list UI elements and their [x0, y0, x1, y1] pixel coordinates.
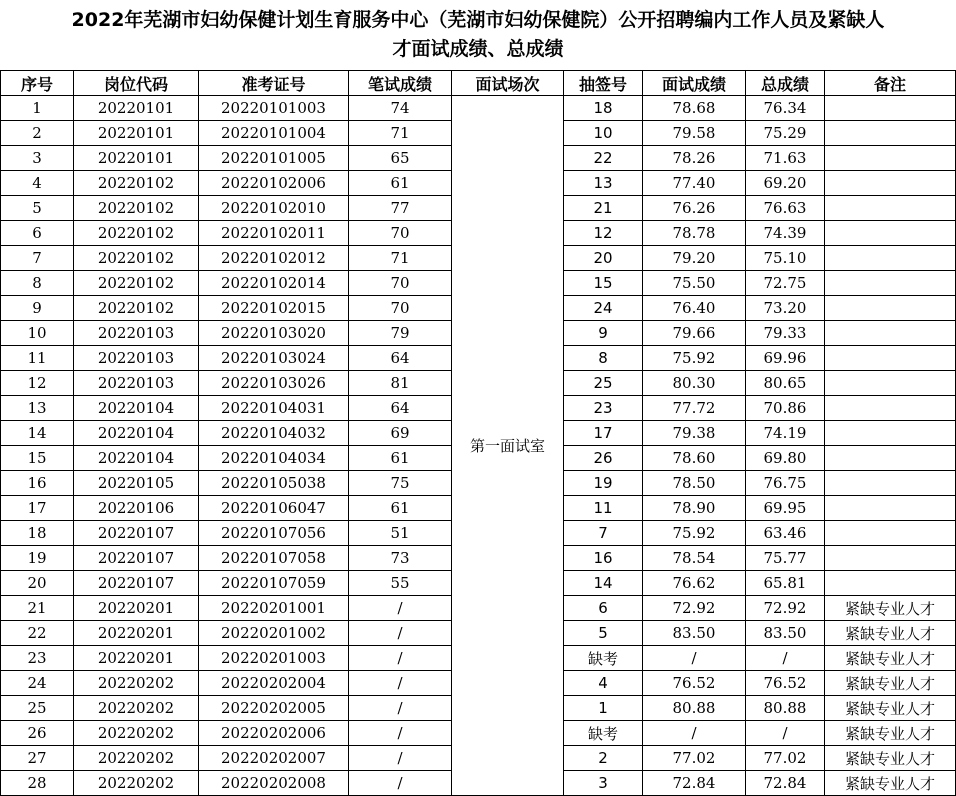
- exam-id-cell: 20220202007: [199, 746, 349, 771]
- interview-score-cell: 78.68: [643, 96, 746, 121]
- post-code-cell: 20220102: [74, 221, 199, 246]
- note-cell: [825, 496, 956, 521]
- note-cell: 紧缺专业人才: [825, 746, 956, 771]
- interview-score-cell: 77.02: [643, 746, 746, 771]
- written-score-cell: /: [349, 771, 452, 796]
- written-score-cell: 79: [349, 321, 452, 346]
- total-score-cell: 69.96: [746, 346, 825, 371]
- row-number-cell: 22: [1, 621, 74, 646]
- total-score-cell: 75.77: [746, 546, 825, 571]
- row-number-cell: 13: [1, 396, 74, 421]
- exam-id-cell: 20220201003: [199, 646, 349, 671]
- note-cell: [825, 421, 956, 446]
- note-cell: [825, 571, 956, 596]
- interview-score-cell: /: [643, 646, 746, 671]
- post-code-cell: 20220107: [74, 521, 199, 546]
- note-cell: [825, 471, 956, 496]
- total-score-cell: 71.63: [746, 146, 825, 171]
- total-score-cell: 69.95: [746, 496, 825, 521]
- row-number-cell: 7: [1, 246, 74, 271]
- exam-id-cell: 20220101004: [199, 121, 349, 146]
- written-score-cell: 64: [349, 396, 452, 421]
- total-score-cell: /: [746, 646, 825, 671]
- interview-score-cell: 80.30: [643, 371, 746, 396]
- lot-number-cell: 18: [564, 96, 643, 121]
- lot-number-cell: 6: [564, 596, 643, 621]
- exam-id-cell: 20220104032: [199, 421, 349, 446]
- header-cell: 序号: [1, 71, 74, 96]
- row-number-cell: 9: [1, 296, 74, 321]
- interview-score-cell: 78.78: [643, 221, 746, 246]
- note-cell: 紧缺专业人才: [825, 771, 956, 796]
- total-score-cell: 77.02: [746, 746, 825, 771]
- total-score-cell: 72.84: [746, 771, 825, 796]
- header-cell: 岗位代码: [74, 71, 199, 96]
- row-number-cell: 3: [1, 146, 74, 171]
- interview-score-cell: 76.62: [643, 571, 746, 596]
- post-code-cell: 20220102: [74, 171, 199, 196]
- written-score-cell: 61: [349, 446, 452, 471]
- total-score-cell: 76.52: [746, 671, 825, 696]
- lot-number-cell: 17: [564, 421, 643, 446]
- interview-score-cell: 77.40: [643, 171, 746, 196]
- exam-id-cell: 20220202005: [199, 696, 349, 721]
- row-number-cell: 21: [1, 596, 74, 621]
- row-number-cell: 10: [1, 321, 74, 346]
- written-score-cell: 65: [349, 146, 452, 171]
- exam-id-cell: 20220105038: [199, 471, 349, 496]
- results-table: [0, 70, 956, 796]
- note-cell: [825, 146, 956, 171]
- interview-score-cell: 76.40: [643, 296, 746, 321]
- exam-id-cell: 20220202006: [199, 721, 349, 746]
- total-score-cell: 70.86: [746, 396, 825, 421]
- exam-id-cell: 20220103024: [199, 346, 349, 371]
- lot-number-cell: 10: [564, 121, 643, 146]
- total-score-cell: 76.75: [746, 471, 825, 496]
- row-number-cell: 12: [1, 371, 74, 396]
- lot-number-cell: 19: [564, 471, 643, 496]
- written-score-cell: /: [349, 596, 452, 621]
- total-score-cell: 72.75: [746, 271, 825, 296]
- lot-number-cell: 3: [564, 771, 643, 796]
- total-score-cell: 63.46: [746, 521, 825, 546]
- post-code-cell: 20220202: [74, 671, 199, 696]
- note-cell: [825, 96, 956, 121]
- note-cell: [825, 346, 956, 371]
- post-code-cell: 20220104: [74, 396, 199, 421]
- row-number-cell: 28: [1, 771, 74, 796]
- interview-score-cell: 79.66: [643, 321, 746, 346]
- lot-number-cell: 20: [564, 246, 643, 271]
- total-score-cell: 65.81: [746, 571, 825, 596]
- exam-id-cell: 20220103020: [199, 321, 349, 346]
- row-number-cell: 16: [1, 471, 74, 496]
- title-line-2: 才面试成绩、总成绩: [392, 38, 564, 60]
- interview-venue-cell: 第一面试室: [452, 96, 564, 796]
- note-cell: [825, 221, 956, 246]
- exam-id-cell: 20220107056: [199, 521, 349, 546]
- written-score-cell: /: [349, 746, 452, 771]
- post-code-cell: 20220106: [74, 496, 199, 521]
- exam-id-cell: 20220107059: [199, 571, 349, 596]
- written-score-cell: /: [349, 621, 452, 646]
- exam-id-cell: 20220202004: [199, 671, 349, 696]
- header-cell: 面试成绩: [643, 71, 746, 96]
- note-cell: 紧缺专业人才: [825, 721, 956, 746]
- row-number-cell: 19: [1, 546, 74, 571]
- header-cell: 总成绩: [746, 71, 825, 96]
- note-cell: [825, 446, 956, 471]
- lot-number-cell: 12: [564, 221, 643, 246]
- lot-number-cell: 9: [564, 321, 643, 346]
- lot-number-cell: 缺考: [564, 646, 643, 671]
- interview-score-cell: 78.54: [643, 546, 746, 571]
- written-score-cell: 61: [349, 496, 452, 521]
- row-number-cell: 20: [1, 571, 74, 596]
- written-score-cell: 75: [349, 471, 452, 496]
- post-code-cell: 20220104: [74, 446, 199, 471]
- post-code-cell: 20220201: [74, 621, 199, 646]
- written-score-cell: 64: [349, 346, 452, 371]
- written-score-cell: 74: [349, 96, 452, 121]
- lot-number-cell: 21: [564, 196, 643, 221]
- interview-score-cell: 75.50: [643, 271, 746, 296]
- note-cell: [825, 121, 956, 146]
- written-score-cell: 70: [349, 296, 452, 321]
- interview-score-cell: 79.58: [643, 121, 746, 146]
- row-number-cell: 26: [1, 721, 74, 746]
- row-number-cell: 8: [1, 271, 74, 296]
- note-cell: [825, 271, 956, 296]
- lot-number-cell: 15: [564, 271, 643, 296]
- exam-id-cell: 20220101003: [199, 96, 349, 121]
- row-number-cell: 11: [1, 346, 74, 371]
- interview-score-cell: 76.52: [643, 671, 746, 696]
- post-code-cell: 20220103: [74, 346, 199, 371]
- exam-id-cell: 20220102012: [199, 246, 349, 271]
- exam-id-cell: 20220106047: [199, 496, 349, 521]
- total-score-cell: /: [746, 721, 825, 746]
- row-number-cell: 24: [1, 671, 74, 696]
- total-score-cell: 76.63: [746, 196, 825, 221]
- table-row: [1, 96, 956, 121]
- total-score-cell: 80.88: [746, 696, 825, 721]
- interview-score-cell: 75.92: [643, 521, 746, 546]
- row-number-cell: 2: [1, 121, 74, 146]
- total-score-cell: 69.20: [746, 171, 825, 196]
- written-score-cell: 55: [349, 571, 452, 596]
- row-number-cell: 6: [1, 221, 74, 246]
- exam-id-cell: 20220104034: [199, 446, 349, 471]
- post-code-cell: 20220201: [74, 646, 199, 671]
- header-cell: 面试场次: [452, 71, 564, 96]
- written-score-cell: 71: [349, 121, 452, 146]
- exam-id-cell: 20220101005: [199, 146, 349, 171]
- lot-number-cell: 13: [564, 171, 643, 196]
- row-number-cell: 5: [1, 196, 74, 221]
- total-score-cell: 73.20: [746, 296, 825, 321]
- interview-score-cell: 79.38: [643, 421, 746, 446]
- interview-score-cell: /: [643, 721, 746, 746]
- written-score-cell: 70: [349, 271, 452, 296]
- row-number-cell: 14: [1, 421, 74, 446]
- post-code-cell: 20220102: [74, 296, 199, 321]
- written-score-cell: 71: [349, 246, 452, 271]
- lot-number-cell: 4: [564, 671, 643, 696]
- total-score-cell: 72.92: [746, 596, 825, 621]
- interview-score-cell: 78.90: [643, 496, 746, 521]
- header-cell: 备注: [825, 71, 956, 96]
- interview-score-cell: 83.50: [643, 621, 746, 646]
- exam-id-cell: 20220102006: [199, 171, 349, 196]
- note-cell: [825, 396, 956, 421]
- header-cell: 准考证号: [199, 71, 349, 96]
- total-score-cell: 74.19: [746, 421, 825, 446]
- written-score-cell: /: [349, 646, 452, 671]
- post-code-cell: 20220101: [74, 146, 199, 171]
- exam-id-cell: 20220201002: [199, 621, 349, 646]
- total-score-cell: 75.29: [746, 121, 825, 146]
- note-cell: [825, 321, 956, 346]
- lot-number-cell: 7: [564, 521, 643, 546]
- lot-number-cell: 22: [564, 146, 643, 171]
- note-cell: 紧缺专业人才: [825, 596, 956, 621]
- lot-number-cell: 1: [564, 696, 643, 721]
- header-row: [1, 71, 956, 96]
- total-score-cell: 80.65: [746, 371, 825, 396]
- header-cell: 笔试成绩: [349, 71, 452, 96]
- interview-score-cell: 78.60: [643, 446, 746, 471]
- note-cell: [825, 246, 956, 271]
- title-line-1: 2022年芜湖市妇幼保健计划生育服务中心（芜湖市妇幼保健院）公开招聘编内工作人员及紧缺人: [71, 9, 885, 31]
- lot-number-cell: 5: [564, 621, 643, 646]
- row-number-cell: 17: [1, 496, 74, 521]
- post-code-cell: 20220103: [74, 321, 199, 346]
- total-score-cell: 76.34: [746, 96, 825, 121]
- post-code-cell: 20220102: [74, 196, 199, 221]
- lot-number-cell: 25: [564, 371, 643, 396]
- exam-id-cell: 20220103026: [199, 371, 349, 396]
- lot-number-cell: 23: [564, 396, 643, 421]
- post-code-cell: 20220103: [74, 371, 199, 396]
- note-cell: [825, 171, 956, 196]
- note-cell: [825, 546, 956, 571]
- post-code-cell: 20220101: [74, 121, 199, 146]
- total-score-cell: 75.10: [746, 246, 825, 271]
- interview-score-cell: 77.72: [643, 396, 746, 421]
- post-code-cell: 20220107: [74, 546, 199, 571]
- post-code-cell: 20220102: [74, 246, 199, 271]
- note-cell: [825, 521, 956, 546]
- interview-score-cell: 75.92: [643, 346, 746, 371]
- written-score-cell: 61: [349, 171, 452, 196]
- row-number-cell: 1: [1, 96, 74, 121]
- note-cell: 紧缺专业人才: [825, 646, 956, 671]
- exam-id-cell: 20220102010: [199, 196, 349, 221]
- exam-id-cell: 20220104031: [199, 396, 349, 421]
- total-score-cell: 74.39: [746, 221, 825, 246]
- note-cell: [825, 196, 956, 221]
- written-score-cell: /: [349, 671, 452, 696]
- post-code-cell: 20220107: [74, 571, 199, 596]
- row-number-cell: 23: [1, 646, 74, 671]
- lot-number-cell: 11: [564, 496, 643, 521]
- written-score-cell: 73: [349, 546, 452, 571]
- exam-id-cell: 20220107058: [199, 546, 349, 571]
- exam-id-cell: 20220102011: [199, 221, 349, 246]
- total-score-cell: 79.33: [746, 321, 825, 346]
- post-code-cell: 20220104: [74, 421, 199, 446]
- post-code-cell: 20220102: [74, 271, 199, 296]
- lot-number-cell: 16: [564, 546, 643, 571]
- lot-number-cell: 14: [564, 571, 643, 596]
- row-number-cell: 4: [1, 171, 74, 196]
- note-cell: 紧缺专业人才: [825, 621, 956, 646]
- table-body: [1, 96, 956, 796]
- exam-id-cell: 20220102015: [199, 296, 349, 321]
- interview-score-cell: 79.20: [643, 246, 746, 271]
- exam-id-cell: 20220102014: [199, 271, 349, 296]
- lot-number-cell: 2: [564, 746, 643, 771]
- interview-score-cell: 78.26: [643, 146, 746, 171]
- row-number-cell: 27: [1, 746, 74, 771]
- row-number-cell: 18: [1, 521, 74, 546]
- note-cell: [825, 371, 956, 396]
- page-title: [0, 0, 956, 70]
- post-code-cell: 20220202: [74, 746, 199, 771]
- post-code-cell: 20220101: [74, 96, 199, 121]
- lot-number-cell: 24: [564, 296, 643, 321]
- post-code-cell: 20220202: [74, 721, 199, 746]
- interview-score-cell: 72.84: [643, 771, 746, 796]
- interview-score-cell: 78.50: [643, 471, 746, 496]
- interview-score-cell: 76.26: [643, 196, 746, 221]
- post-code-cell: 20220202: [74, 696, 199, 721]
- written-score-cell: 51: [349, 521, 452, 546]
- written-score-cell: 81: [349, 371, 452, 396]
- exam-id-cell: 20220201001: [199, 596, 349, 621]
- written-score-cell: 70: [349, 221, 452, 246]
- total-score-cell: 83.50: [746, 621, 825, 646]
- interview-score-cell: 80.88: [643, 696, 746, 721]
- post-code-cell: 20220105: [74, 471, 199, 496]
- post-code-cell: 20220202: [74, 771, 199, 796]
- post-code-cell: 20220201: [74, 596, 199, 621]
- exam-id-cell: 20220202008: [199, 771, 349, 796]
- written-score-cell: 77: [349, 196, 452, 221]
- interview-score-cell: 72.92: [643, 596, 746, 621]
- written-score-cell: 69: [349, 421, 452, 446]
- header-cell: 抽签号: [564, 71, 643, 96]
- lot-number-cell: 8: [564, 346, 643, 371]
- note-cell: 紧缺专业人才: [825, 671, 956, 696]
- total-score-cell: 69.80: [746, 446, 825, 471]
- lot-number-cell: 26: [564, 446, 643, 471]
- note-cell: 紧缺专业人才: [825, 696, 956, 721]
- row-number-cell: 15: [1, 446, 74, 471]
- row-number-cell: 25: [1, 696, 74, 721]
- written-score-cell: /: [349, 721, 452, 746]
- written-score-cell: /: [349, 696, 452, 721]
- lot-number-cell: 缺考: [564, 721, 643, 746]
- note-cell: [825, 296, 956, 321]
